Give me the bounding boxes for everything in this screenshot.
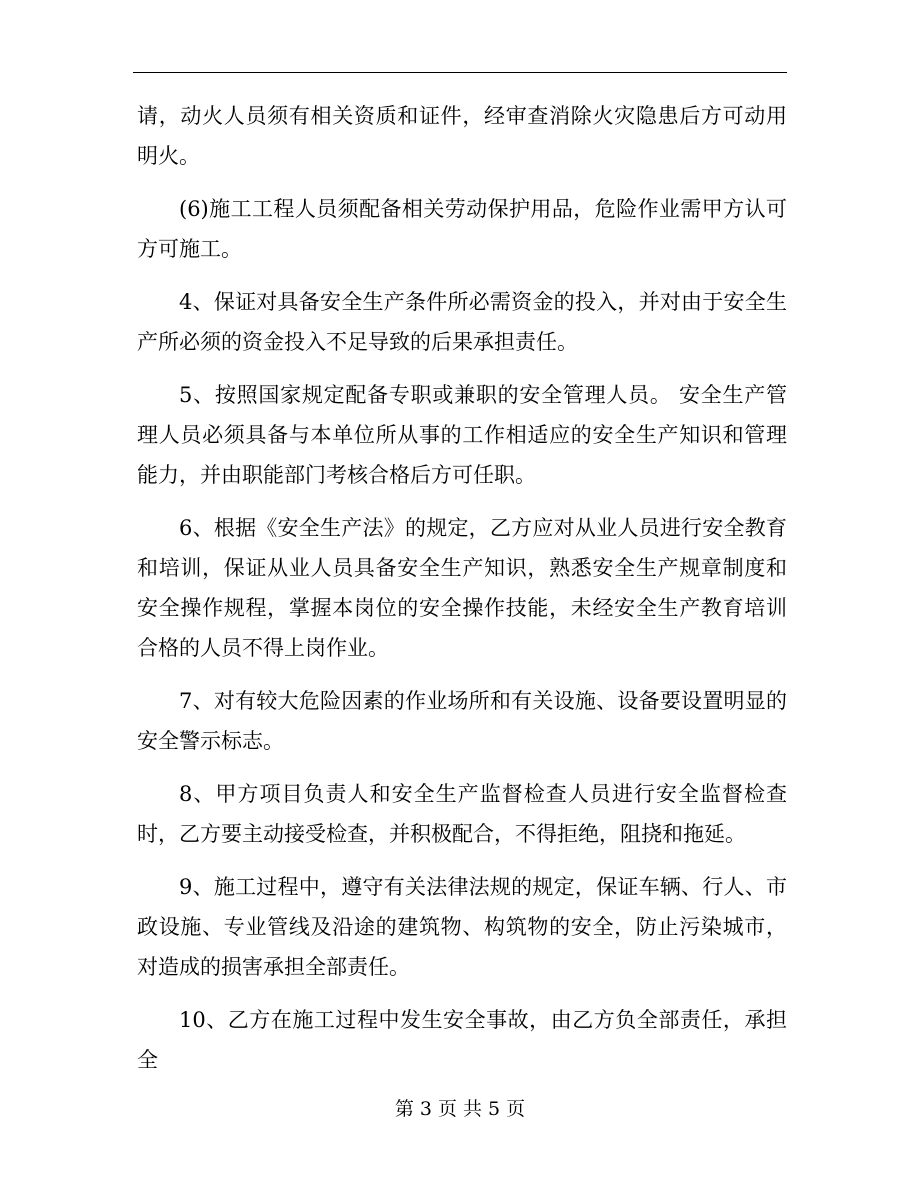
page-number-label: 第 3 页 共 5 页 [394,1098,526,1120]
paragraph-3: 4、保证对具备安全生产条件所必需资金的投入，并对由于安全生产所必须的资金投入不足导致的后果承担责任。 [137,290,787,354]
paragraph-8: 9、施工过程中，遵守有关法律法规的规定，保证车辆、行人、市政设施、专业管线及沿途的建筑物、构筑物的安全，防止污染城市，对造成的损害承担全部责任。 [137,875,787,979]
paragraph-9: 10、乙方在施工过程中发生安全事故，由乙方负全部责任，承担全 [137,1008,787,1072]
paragraph-7: 8、甲方项目负责人和安全生产监督检查人员进行安全监督检查时，乙方要主动接受检查，并积极配合，不得拒绝，阻挠和拖延。 [137,782,787,846]
document-body [137,96,787,1093]
page-footer [0,1096,920,1122]
paragraph-4: 5、按照国家规定配备专职或兼职的安全管理人员。 安全生产管理人员必须具备与本单位所从事的工作相适应的安全生产知识和管理能力，并由职能部门考核合格后方可任职。 [137,383,787,487]
header-rule [133,72,787,73]
paragraph-6: 7、对有较大危险因素的作业场所和有关设施、设备要设置明显的安全警示标志。 [137,689,787,753]
paragraph-2: (6)施工工程人员须配备相关劳动保护用品，危险作业需甲方认可方可施工。 [137,197,787,261]
paragraph-1: 请，动火人员须有相关资质和证件，经审查消除火灾隐患后方可动用明火。 [137,104,787,168]
paragraph-5: 6、根据《安全生产法》的规定，乙方应对从业人员进行安全教育和培训，保证从业人员具备安全生产知识，熟悉安全生产规章制度和安全操作规程，掌握本岗位的安全操作技能，未经安全生产教育培训合格的人员不得上岗作业。 [137,516,787,660]
